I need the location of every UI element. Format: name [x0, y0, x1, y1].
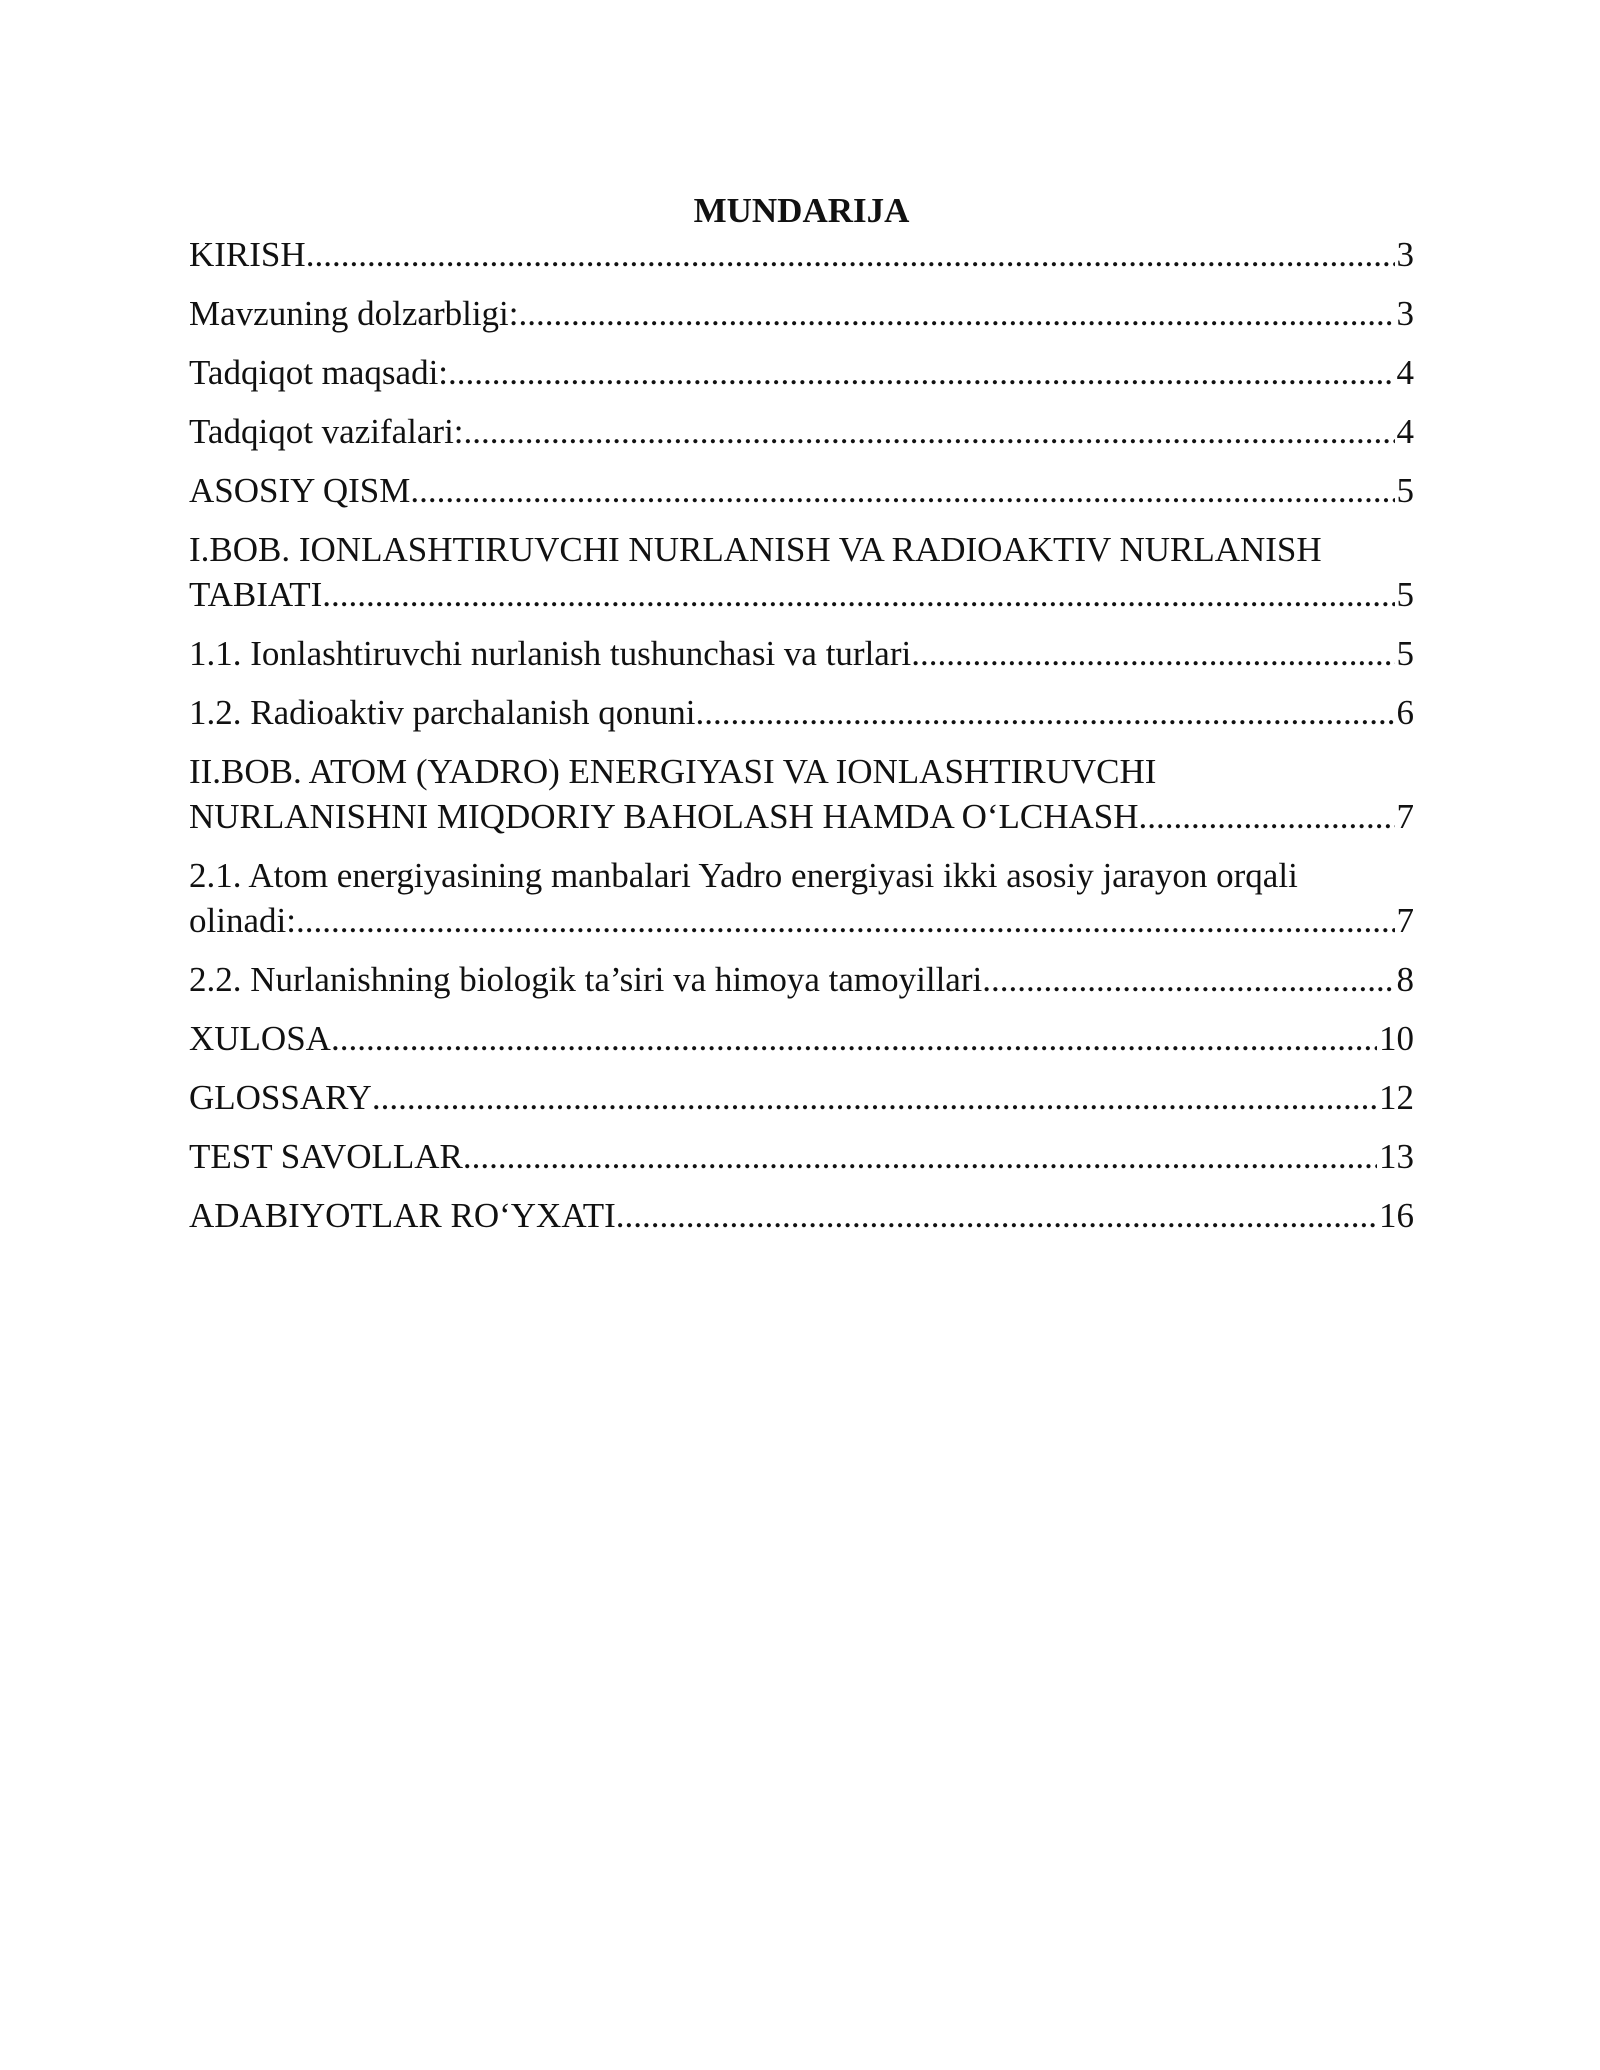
- toc-entry-line: [189, 794, 1414, 839]
- dot-leader: [322, 572, 1394, 617]
- toc-page-number: 16: [1379, 1196, 1414, 1235]
- toc-entry-section-2-1[interactable]: [189, 853, 1414, 943]
- toc-entry-text: NURLANISHNI MIQDORIY BAHOLASH HAMDA O‘LCHASH: [189, 797, 1139, 836]
- toc-page-number: 4: [1396, 412, 1414, 451]
- toc-entry-chapter-1[interactable]: [189, 527, 1414, 617]
- toc-entry-text: 1.2. Radioaktiv parchalanish qonuni: [189, 693, 696, 732]
- dot-leader: [448, 350, 1394, 395]
- dot-leader: [372, 1075, 1377, 1120]
- toc-entry-line: [189, 898, 1414, 943]
- toc-page-number: 4: [1396, 353, 1414, 392]
- toc-entry-line: [189, 572, 1414, 617]
- toc-entry-xulosa[interactable]: [189, 1016, 1414, 1061]
- toc-page-number: 13: [1379, 1137, 1414, 1176]
- dot-leader: [463, 1134, 1377, 1179]
- toc-entry-text: 2.2. Nurlanishning biologik ta’siri va himoya tamoyillari: [189, 960, 983, 999]
- toc-list: [189, 232, 1414, 1238]
- dot-leader: [695, 690, 1394, 735]
- toc-entry-text: ASOSIY QISM: [189, 471, 411, 510]
- toc-page-number: 7: [1396, 901, 1414, 940]
- toc-entry-text: TEST SAVOLLAR: [189, 1137, 463, 1176]
- toc-entry-chapter-2[interactable]: [189, 749, 1414, 839]
- toc-entry-line: [189, 232, 1414, 277]
- toc-entry-line: [189, 291, 1414, 336]
- toc-entry-line: [189, 631, 1414, 676]
- dot-leader: [982, 957, 1394, 1002]
- toc-entry-text: KIRISH: [189, 235, 306, 274]
- toc-entry-line: [189, 957, 1414, 1002]
- toc-page-number: 5: [1396, 575, 1414, 614]
- toc-entry-text: XULOSA: [189, 1019, 331, 1058]
- toc-entry-line: [189, 1016, 1414, 1061]
- toc-page-number: 6: [1396, 693, 1414, 732]
- toc-entry-kirish[interactable]: [189, 232, 1414, 277]
- toc-entry-section-1-1[interactable]: [189, 631, 1414, 676]
- toc-entry-text: TABIATI: [189, 575, 323, 614]
- toc-entry-text: Mavzuning dolzarbligi:: [189, 294, 519, 333]
- toc-entry-tadqiqot-maqsadi[interactable]: [189, 350, 1414, 395]
- toc-page-number: 5: [1396, 471, 1414, 510]
- toc-page-number: 7: [1396, 797, 1414, 836]
- toc-page-number: 12: [1379, 1078, 1414, 1117]
- toc-entry-mavzuning-dolzarbligi[interactable]: [189, 291, 1414, 336]
- toc-entry-line: [189, 1193, 1414, 1238]
- dot-leader: [410, 468, 1394, 513]
- toc-entry-line: [189, 1134, 1414, 1179]
- toc-entry-glossary[interactable]: [189, 1075, 1414, 1120]
- toc-entry-text: GLOSSARY: [189, 1078, 372, 1117]
- dot-leader: [296, 898, 1395, 943]
- toc-entry-line: [189, 409, 1414, 454]
- toc-page-number: 5: [1396, 634, 1414, 673]
- document-page: [189, 192, 1414, 1252]
- dot-leader: [1139, 794, 1395, 839]
- toc-page-number: 8: [1396, 960, 1414, 999]
- dot-leader: [331, 1016, 1377, 1061]
- dot-leader: [306, 232, 1395, 277]
- toc-page-number: 3: [1396, 235, 1414, 274]
- toc-entry-section-1-2[interactable]: [189, 690, 1414, 735]
- toc-entry-text: ADABIYOTLAR RO‘YXATI: [189, 1196, 616, 1235]
- toc-entry-line: [189, 468, 1414, 513]
- dot-leader: [464, 409, 1395, 454]
- dot-leader: [616, 1193, 1377, 1238]
- toc-entry-adabiyotlar[interactable]: [189, 1193, 1414, 1238]
- toc-entry-text: Tadqiqot vazifalari:: [189, 412, 464, 451]
- toc-title: MUNDARIJA: [693, 191, 910, 230]
- toc-page-number: 3: [1396, 294, 1414, 333]
- toc-entry-section-2-2[interactable]: [189, 957, 1414, 1002]
- toc-entry-first-line: II.BOB. ATOM (YADRO) ENERGIYASI VA IONLASHTIRUVCHI: [189, 752, 1157, 791]
- toc-page-number: 10: [1379, 1019, 1414, 1058]
- toc-entry-line: [189, 1075, 1414, 1120]
- toc-entry-line: [189, 350, 1414, 395]
- toc-entry-first-line: I.BOB. IONLASHTIRUVCHI NURLANISH VA RADIOAKTIV NURLANISH: [189, 530, 1322, 569]
- toc-entry-text: Tadqiqot maqsadi:: [189, 353, 449, 392]
- toc-entry-asosiy-qism[interactable]: [189, 468, 1414, 513]
- dot-leader: [911, 631, 1394, 676]
- toc-entry-text: olinadi:: [189, 901, 296, 940]
- toc-entry-text: 1.1. Ionlashtiruvchi nurlanish tushunchasi va turlari: [189, 634, 912, 673]
- dot-leader: [519, 291, 1395, 336]
- toc-entry-test-savollar[interactable]: [189, 1134, 1414, 1179]
- toc-entry-first-line: 2.1. Atom energiyasining manbalari Yadro energiyasi ikki asosiy jarayon orqali: [189, 856, 1298, 895]
- toc-entry-tadqiqot-vazifalari[interactable]: [189, 409, 1414, 454]
- toc-entry-line: [189, 690, 1414, 735]
